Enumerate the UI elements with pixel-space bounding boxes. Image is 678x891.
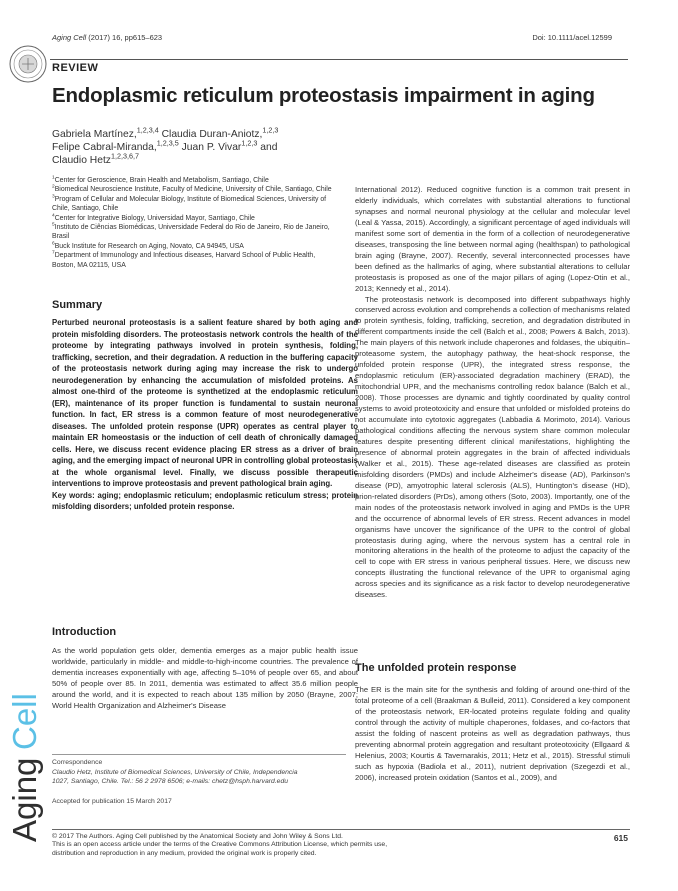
footer-rule <box>52 829 630 830</box>
section-label: REVIEW <box>52 62 99 74</box>
upr-paragraph-1: The ER is the main site for the synthesis and folding of around one-third of the total proteome of a cell (Braakman & Bulleid, 2011). Considered a key component of the proteostasis network, ER-located proteins regulate folding and quality control through the activity of multiple chaperones, foldases, and co-factors that assist the folding of nascent proteins as well as degradation pathways, thus preventing abnormal protein aggregation and resultant proteotoxicity (Ellgaard & Helenius, 2003; Kourtis & Tavernarakis, 2011; Hetz et al., 2015). Stressful stimuli such as hypoxia (Badiola et al., 2011), nutrient deprivation (Szegezdi et al., 2006), increased protein oxidation (Santos et al., 2009), and <box>355 685 630 782</box>
summary-abstract <box>52 317 358 513</box>
introduction-heading: Introduction <box>52 626 117 638</box>
author-sup: 1,2,3,6,7 <box>110 151 139 161</box>
affiliation-1: $^1$Center for Geroscience, Brain Health and Metabolism, Santiago, Chile <box>52 175 269 184</box>
journal-title: Aging Cell <box>52 33 87 42</box>
author-sup: 1,2,3 <box>241 138 258 148</box>
footer-copyright: © 2017 The Authors. Aging Cell published by the Anatomical Society and John Wiley & Sons Ltd. <box>52 833 343 840</box>
keywords-label: Key words: <box>52 490 95 500</box>
footer-license-1: This is an open access article under the terms of the Creative Commons Attribution License, which permits use, <box>52 841 388 849</box>
summary-text: Perturbed neuronal proteostasis is a salient feature shared by both aging and protein misfolding disorders. The proteostasis network controls the health of the proteome by integrating pathways involved in protein synthesis, folding, trafficking, secretion, and their degradation. A reduction in the buffering capacity of the proteostasis network during aging may increase the risk to undergo neurodegeneration by enhancing the accumulation of misfolded proteins. As almost one-third of the proteome is synthetized at the endoplasmic reticulum (ER), maintenance of its proper function is fundamental to sustain neuronal function. In fact, ER stress is a common feature of most neurodegenerative diseases. The unfolded protein response (UPR) operates as central player to maintain ER homeostasis or the induction of cell death of chronically damaged cells. Here, we discuss recent evidence placing ER stress as a driver of brain aging, and the emerging impact of neuronal UPR in controlling global proteostasis at the whole organismal level. Finally, we discuss possible therapeutic interventions to improve proteostasis and prevent pathological brain aging. <box>52 318 358 488</box>
right-column-body <box>355 185 630 601</box>
author-hetz[interactable]: Claudio Hetz <box>52 155 111 166</box>
introduction-text: As the world population gets older, dementia emerges as a major public health issue worldwide, particularly in middle- and middle-to-high-income countries. The prevalence of dementia increases exponentially with age, affecting 5–10% of people over 65, and about 50% of people over 85. In 2011, dementia was estimated to affect 35.6 million people around the world, and it is expected to reach about 135 million by 2050 (Brayne, 2007; World Health Organization and Alzheimer's Disease <box>52 646 358 710</box>
affiliation-5: $^5$Instituto de Ciências Biomédicas, Universidade Federal do Rio de Janeiro, Rio de Janeiro, Brasil <box>52 222 330 241</box>
author-vivar[interactable]: Juan P. Vivar <box>178 142 242 153</box>
right-paragraph-2: The proteostasis network is decomposed into different subpathways highly conserved across evolution and comprehends a collection of mechanisms related to protein synthesis, folding, trafficking, secretion, and degradation distributed in different compartments inside the cell (Balch et al., 2008; Powers & Balch, 2013). The main players of this network include chaperones and foldases, the ubiquitin–proteasome system, the autophagy pathway, the heat-shock response, the unfolded protein response (UPR), the integrated stress response, the endoplasmic reticulum (ER)-associated degradation machinery (ERAD), the mitochondrial UPR, and the mechanisms controlling redox balance (Balch et al., 2008). Those processes are dynamic and tightly coordinated by quality control systems to avoid proteotoxicity and ensure that unfolded or misfolded proteins do not accumulate into cytotoxic aggregates (Labbadia & Morimoto, 2014). Various pathological conditions affecting the nervous system share common molecular features despite presenting different clinical manifestations, highlighting the presence of abnormal protein aggregates in the brain of affected individuals (Walker et al., 2015). These age-related diseases are classified as protein misfolding disorders (PMDs) and include Alzheimer's disease (AD), Parkinson's disease (PD), amyotrophic lateral sclerosis (ALS), Huntington's disease (HD), prion-related disorders (PrDs), among others (Soto, 2003). Importantly, one of the main nodes of the proteostasis network involved in aging and PMDs is the UPR and the occurrence of abnormal levels of ER stress. Recent advances in model organisms have uncover the significance of the UPR to the control of global proteostasis during aging, where the nervous system has a central role in monitoring alterations in the health of the proteome to adjust the capacity of the cell to cope with ER stress in various peripheral tissues. Here, we discuss new concepts illustrating the functional relevance of the UPR to organismal aging across species and its significance as a risk factor to develop neurodegenerative diseases. <box>355 294 630 600</box>
journal-citation <box>52 33 162 42</box>
author-sup: 1,2,3,5 <box>156 138 179 148</box>
doi[interactable]: Doi: 10.1111/acel.12599 <box>532 33 612 42</box>
correspondence-block <box>52 758 312 787</box>
correspondence-label: Correspondence <box>52 759 103 766</box>
page-number: 615 <box>613 833 628 843</box>
author-duran-aniotz[interactable]: Claudia Duran-Aniotz, <box>158 129 263 140</box>
author-martinez[interactable]: Gabriela Martínez, <box>52 129 137 140</box>
author-list <box>52 125 364 167</box>
introduction-body <box>52 646 358 712</box>
author-conjunction: and <box>257 142 278 153</box>
keywords-text: aging; endoplasmic reticulum; endoplasmic reticulum stress; protein misfolding disorders; unfolded protein response. <box>52 490 359 511</box>
affiliation-3: $^3$Program of Cellular and Molecular Biology, Institute of Biomedical Sciences, University of Chile, Santiago, Chile <box>52 194 327 213</box>
affiliation-6: $^6$Buck Institute for Research on Aging, Novato, CA 94945, USA <box>52 241 244 250</box>
upr-body <box>355 685 630 784</box>
author-cabral-miranda[interactable]: Felipe Cabral-Miranda, <box>52 142 157 153</box>
summary-heading: Summary <box>52 299 103 311</box>
footer-license-2: distribution and reproduction in any medium, provided the original work is properly cited. <box>52 849 317 857</box>
sidebar-logo-aging: Aging <box>6 757 43 842</box>
sidebar-logo-cell: Cell <box>6 693 43 750</box>
journal-volume-pages: (2017) 16, pp615–623 <box>88 33 163 42</box>
author-sup: 1,2,3,4 <box>136 125 159 135</box>
affiliations <box>52 176 334 270</box>
affiliation-4: $^4$Center for Integrative Biology, Universidad Mayor, Santiago, Chile <box>52 213 255 222</box>
license-footer <box>52 833 532 858</box>
article-title: Endoplasmic reticulum proteostasis impairment in aging <box>52 84 595 107</box>
journal-sidebar-logo <box>0 618 44 844</box>
author-sup: 1,2,3 <box>262 125 279 135</box>
accepted-date: Accepted for publication 15 March 2017 <box>52 798 172 805</box>
affiliation-2: $^2$Biomedical Neuroscience Institute, Faculty of Medicine, University of Chile, Santiago, Chile <box>52 185 332 194</box>
correspondence-rule <box>52 754 346 755</box>
right-paragraph-1: International 2012). Reduced cognitive function is a common trait present in elderly individuals, which correlates with substantial alterations to functional synapses and normal neuronal physiology at the cellular and molecular level (Leal & Yassa, 2015). Accordingly, a significant percentage of aged individuals will manifest some sort of dementia in the form of a collection of neurodegenerative diseases, transposing the line between normal aging (healthspan) to pathological brain aging (Brayne, 2007). Recently, several interconnected processes have been defined as the hallmarks of aging, where substantial alterations to cellular proteostasis is proposed as one of the major pillars of aging (Lopez-Otin et al., 2013; Kennedy et al., 2014). <box>355 185 630 293</box>
society-seal-icon <box>8 44 48 84</box>
upr-heading: The unfolded protein response <box>355 662 517 674</box>
correspondence-contact[interactable]: 1027, Santiago, Chile. Tel.: 56 2 2978 6506; e-mails: chetz@hsph.harvard.edu <box>52 778 289 786</box>
correspondence-address: Claudio Hetz, Institute of Biomedical Sciences, University of Chile, Independencia <box>52 768 298 776</box>
header-rule <box>50 59 628 60</box>
affiliation-7: $^7$Department of Immunology and Infectious diseases, Harvard School of Public Health, Boston, MA 02115, USA <box>52 250 316 269</box>
